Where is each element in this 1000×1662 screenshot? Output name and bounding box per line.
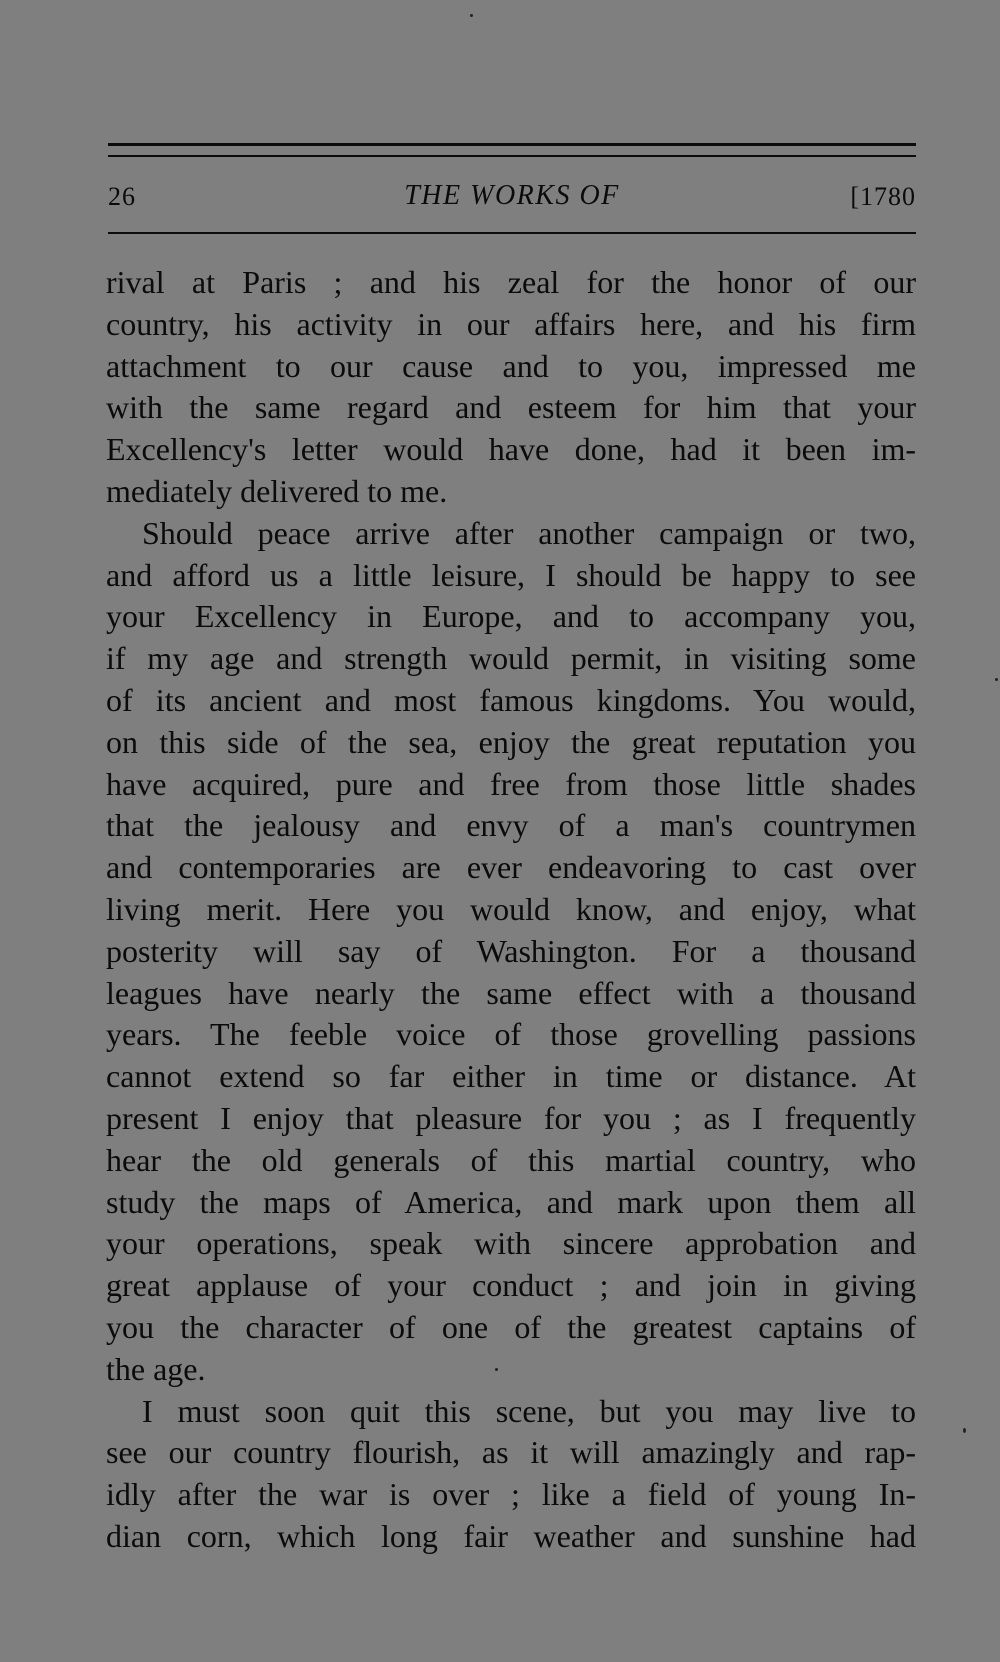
paragraph <box>106 1391 916 1558</box>
text-line: with the same regard and esteem for him that your <box>106 389 916 426</box>
page-number: 26 <box>108 182 136 211</box>
scan-speck <box>963 1428 966 1433</box>
text-line: if my age and strength would permit, in visiting some <box>106 640 916 677</box>
text-line: Should peace arrive after another campaign or two, <box>142 514 916 551</box>
header-rule-top <box>108 143 916 146</box>
text-line: mediately delivered to me. <box>106 472 448 509</box>
running-head <box>108 176 916 220</box>
text-line: of its ancient and most famous kingdoms. You would, <box>106 681 916 718</box>
text-line: and contemporaries are ever endeavoring to cast over <box>106 849 916 886</box>
header-rule-second <box>108 155 916 157</box>
running-title: THE WORKS OF <box>404 180 620 211</box>
text-line: you the character of one of the greatest captains of <box>106 1308 916 1345</box>
text-line: living merit. Here you would know, and enjoy, what <box>106 890 916 927</box>
header-rule-bottom <box>108 232 916 234</box>
text-line: your Excellency in Europe, and to accompany you, <box>106 598 916 635</box>
year-marker: [1780 <box>850 182 916 211</box>
text-line: I must soon quit this scene, but you may live to <box>142 1392 916 1429</box>
text-line: have acquired, pure and free from those little shades <box>106 765 916 802</box>
text-line: the age. <box>106 1350 206 1387</box>
paragraph <box>106 513 916 1391</box>
text-line: hear the old generals of this martial country, who <box>106 1141 916 1178</box>
text-line: on this side of the sea, enjoy the great reputation you <box>106 723 916 760</box>
text-line: country, his activity in our affairs here, and his firm <box>106 305 916 342</box>
body-text <box>106 262 916 1558</box>
text-line: see our country flourish, as it will amazingly and rap- <box>106 1434 916 1471</box>
scan-speck <box>995 678 998 681</box>
text-line: Excellency's letter would have done, had it been im- <box>106 431 916 468</box>
text-line: your operations, speak with sincere approbation and <box>106 1225 916 1262</box>
text-line: idly after the war is over ; like a field of young In- <box>106 1476 916 1513</box>
text-line: leagues have nearly the same effect with a thousand <box>106 974 916 1011</box>
text-line: attachment to our cause and to you, impressed me <box>106 347 916 384</box>
text-line: and afford us a little leisure, I should be happy to see <box>106 556 916 593</box>
text-line: that the jealousy and envy of a man's countrymen <box>106 807 916 844</box>
text-line: dian corn, which long fair weather and sunshine had <box>106 1517 916 1554</box>
text-line: rival at Paris ; and his zeal for the honor of our <box>106 264 916 300</box>
text-line: cannot extend so far either in time or distance. At <box>106 1058 916 1095</box>
paragraph <box>106 262 916 513</box>
text-line: posterity will say of Washington. For a thousand <box>106 932 916 969</box>
scan-speck <box>470 14 473 17</box>
scan-speck <box>495 1368 498 1371</box>
text-line: years. The feeble voice of those grovelling passions <box>106 1016 916 1053</box>
text-line: present I enjoy that pleasure for you ; as I frequently <box>106 1099 916 1136</box>
text-line: great applause of your conduct ; and join in giving <box>106 1267 916 1304</box>
text-line: study the maps of America, and mark upon them all <box>106 1183 916 1220</box>
